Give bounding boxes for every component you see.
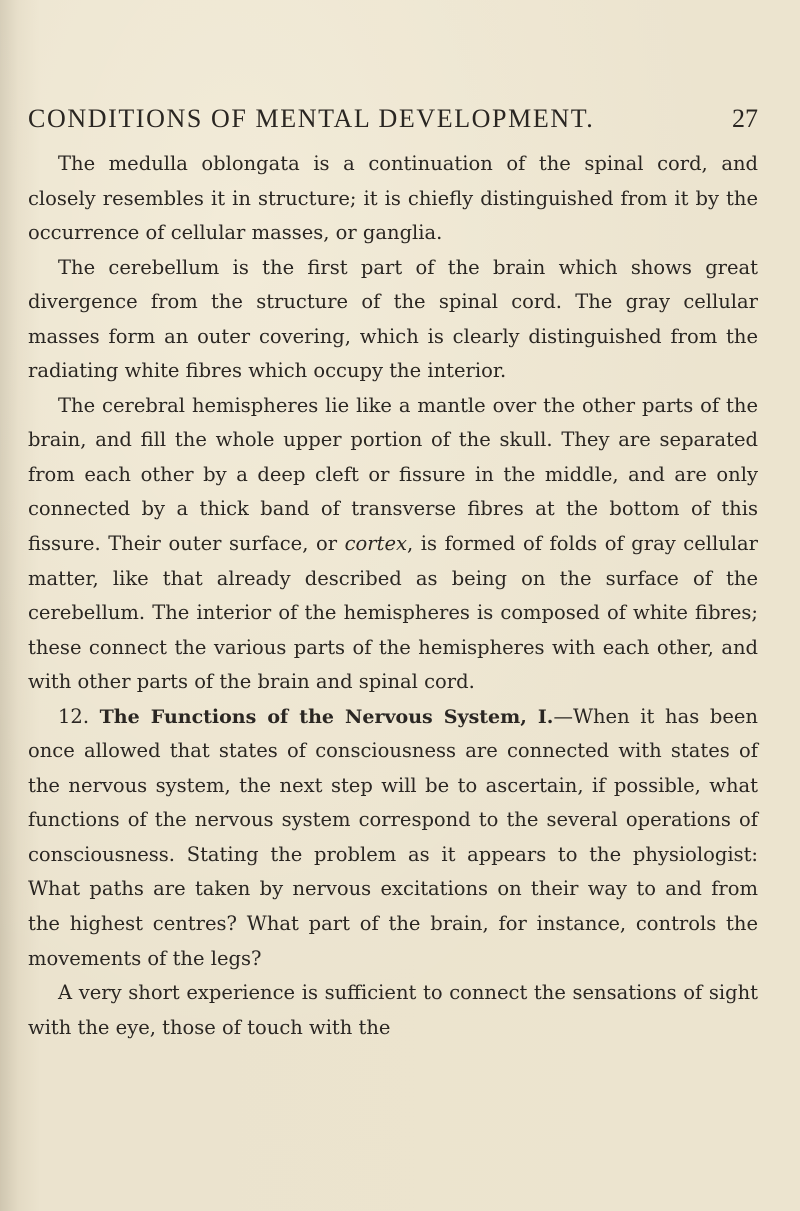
paragraph-medulla: The medulla oblongata is a continuation of the spinal cord, and closely resembles it in structure; it is chiefly distinguished from it by the occurrence of cellular masses, or ganglia. [28,152,758,245]
paragraph-functions [28,700,758,976]
page-header [28,104,758,138]
section-heading: The Functions of the Nervous System, I. [99,705,554,728]
section-number: 12. [58,704,90,728]
paragraph-text: —When it has been once allowed that states of consciousness are connected with states of the nervous system, the next step will be to ascertain, if possible, what functions of the nervous system correspond to the several operations of consciousness. Stating the problem as it appears to the physiologist: What paths are taken by nervous excitations on their way to and from the highest centres? What part of the brain, for instance, controls the movements of the legs? [28,704,758,970]
running-head: CONDITIONS OF MENTAL DEVELOPMENT. [28,104,595,133]
paragraph-cerebellum: The cerebellum is the first part of the brain which shows great divergence from the structure of the spinal cord. The gray cellular masses form an outer covering, which is clearly distinguished from the radiating white fibres which occupy the interior. [28,255,758,383]
page-number: 27 [732,104,758,133]
italic-term: cortex [344,532,407,556]
paragraph-text: , is formed of folds of gray cellular matter, like that already described as being on the surface of the cerebellum. The interior of the hemispheres is composed of white fibres; these connect the various parts of the hemispheres with each other, and with other parts of the brain and spinal cord. [28,532,758,694]
paragraph-text: The cerebral hemispheres lie like a mantle over the other parts of the brain, and fill the whole upper portion of the skull. They are separated from each other by a deep cleft or fissure in the middle, and are only connected by a thick band of transverse fibres at the bottom of this fissure. Their outer surface, or [28,393,758,556]
paragraph-cerebral-hemispheres [28,389,758,700]
body-text [28,147,758,1045]
paragraph-sensations: A very short experience is sufficient to connect the sensations of sight with the eye, those of touch with the [28,981,758,1039]
